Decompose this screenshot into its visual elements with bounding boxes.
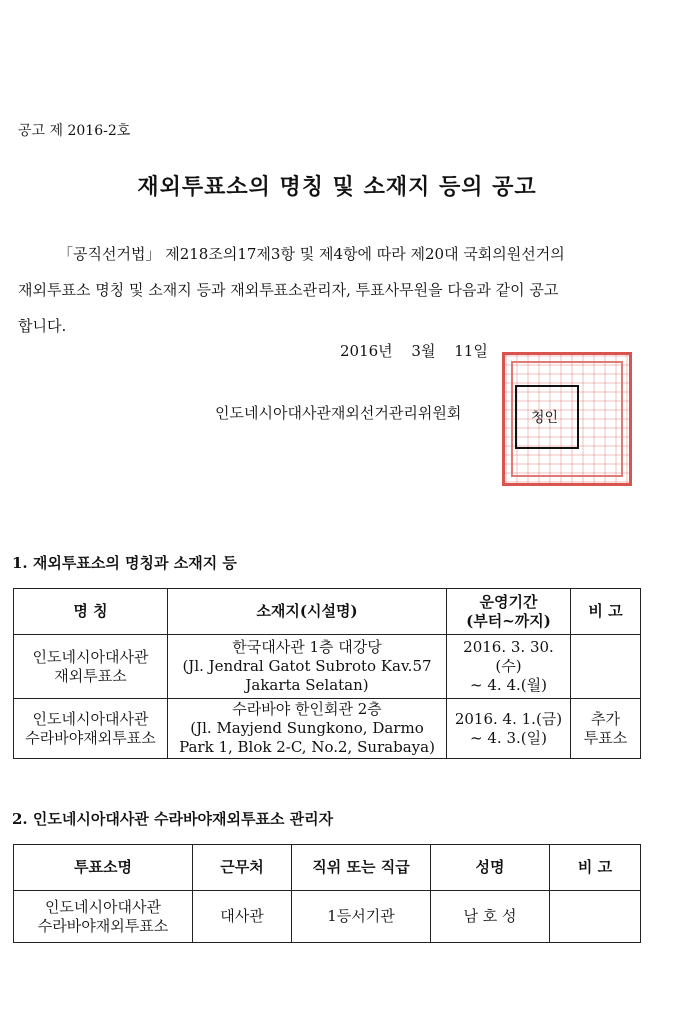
manager-table xyxy=(13,844,641,943)
row1-loc-line2: (Jl. Jendral Gatot Subroto Kav.57 xyxy=(182,657,432,675)
header-workplace: 근무처 xyxy=(193,845,292,891)
manager-station xyxy=(14,891,193,943)
manager-position: 1등서기관 xyxy=(292,891,431,943)
body-line-1: 「공직선거법」 제218조의17제3항 및 제4항에 따라 제20대 국회의원선거의 xyxy=(58,245,565,263)
row1-location xyxy=(168,635,447,699)
header-person-name: 성명 xyxy=(431,845,550,891)
notice-body xyxy=(18,236,648,344)
table-header-row xyxy=(14,589,641,635)
manager-name: 남 호 성 xyxy=(431,891,550,943)
row1-loc-line3: Jakarta Selatan) xyxy=(245,676,369,694)
row2-loc-line2: (Jl. Mayjend Sungkono, Darmo xyxy=(190,719,424,737)
row2-note-line1: 추가 xyxy=(591,709,620,728)
manager-station-line1: 인도네시아대사관 xyxy=(45,897,161,916)
row2-name xyxy=(14,699,168,759)
header-position: 직위 또는 직급 xyxy=(292,845,431,891)
row2-period-line2: ~ 4. 3.(일) xyxy=(470,728,547,747)
header-location: 소재지(시설명) xyxy=(168,589,447,635)
row1-name xyxy=(14,635,168,699)
header-period-line2: (부터~까지) xyxy=(466,611,551,630)
section-1-title: 1. 재외투표소의 명칭과 소재지 등 xyxy=(12,554,237,572)
row1-period-line2: ~ 4. 4.(월) xyxy=(470,676,547,694)
notice-date: 2016년 3월 11일 xyxy=(340,342,488,360)
row2-note xyxy=(571,699,641,759)
committee-name: 인도네시아대사관재외선거관리위원회 xyxy=(215,404,462,422)
seal-label: 청인 xyxy=(531,410,559,426)
body-line-3: 합니다. xyxy=(18,317,67,335)
header-note: 비 고 xyxy=(571,589,641,635)
page-title: 재외투표소의 명칭 및 소재지 등의 공고 xyxy=(137,174,537,200)
table-row xyxy=(14,699,641,759)
header-period xyxy=(447,589,571,635)
manager-note xyxy=(550,891,641,943)
row2-note-line2: 투표소 xyxy=(583,728,628,747)
row1-loc-line1: 한국대사관 1층 대강당 xyxy=(232,638,382,656)
official-seal xyxy=(502,352,632,486)
row1-name-line2: 재외투표소 xyxy=(54,666,127,685)
polling-station-table xyxy=(13,588,641,759)
table-row xyxy=(14,635,641,699)
row1-note xyxy=(571,635,641,699)
section-2-title: 2. 인도네시아대사관 수라바야재외투표소 관리자 xyxy=(12,810,334,828)
header-period-line1: 운영기간 xyxy=(479,592,538,611)
notice-number: 공고 제 2016-2호 xyxy=(18,123,131,139)
table-header-row xyxy=(14,845,641,891)
table-row xyxy=(14,891,641,943)
row2-loc-line1: 수라바야 한인회관 2층 xyxy=(232,700,382,718)
manager-workplace: 대사관 xyxy=(193,891,292,943)
row2-loc-line3: Park 1, Blok 2-C, No.2, Surabaya) xyxy=(179,738,435,756)
row1-period xyxy=(447,635,571,699)
header-note: 비 고 xyxy=(550,845,641,891)
row2-period xyxy=(447,699,571,759)
row1-name-line1: 인도네시아대사관 xyxy=(32,647,149,666)
row2-location xyxy=(168,699,447,759)
row2-name-line1: 인도네시아대사관 xyxy=(32,709,149,728)
manager-station-line2: 수라바야재외투표소 xyxy=(37,916,169,935)
row2-name-line2: 수라바야재외투표소 xyxy=(25,728,156,747)
row1-period-line1: 2016. 3. 30.(수) xyxy=(463,638,554,675)
header-station: 투표소명 xyxy=(14,845,193,891)
body-line-2: 재외투표소 명칭 및 소재지 등과 재외투표소관리자, 투표사무원을 다음과 같이 공고 xyxy=(18,281,559,299)
row2-period-line1: 2016. 4. 1.(금) xyxy=(454,709,563,728)
header-name: 명 칭 xyxy=(14,589,168,635)
